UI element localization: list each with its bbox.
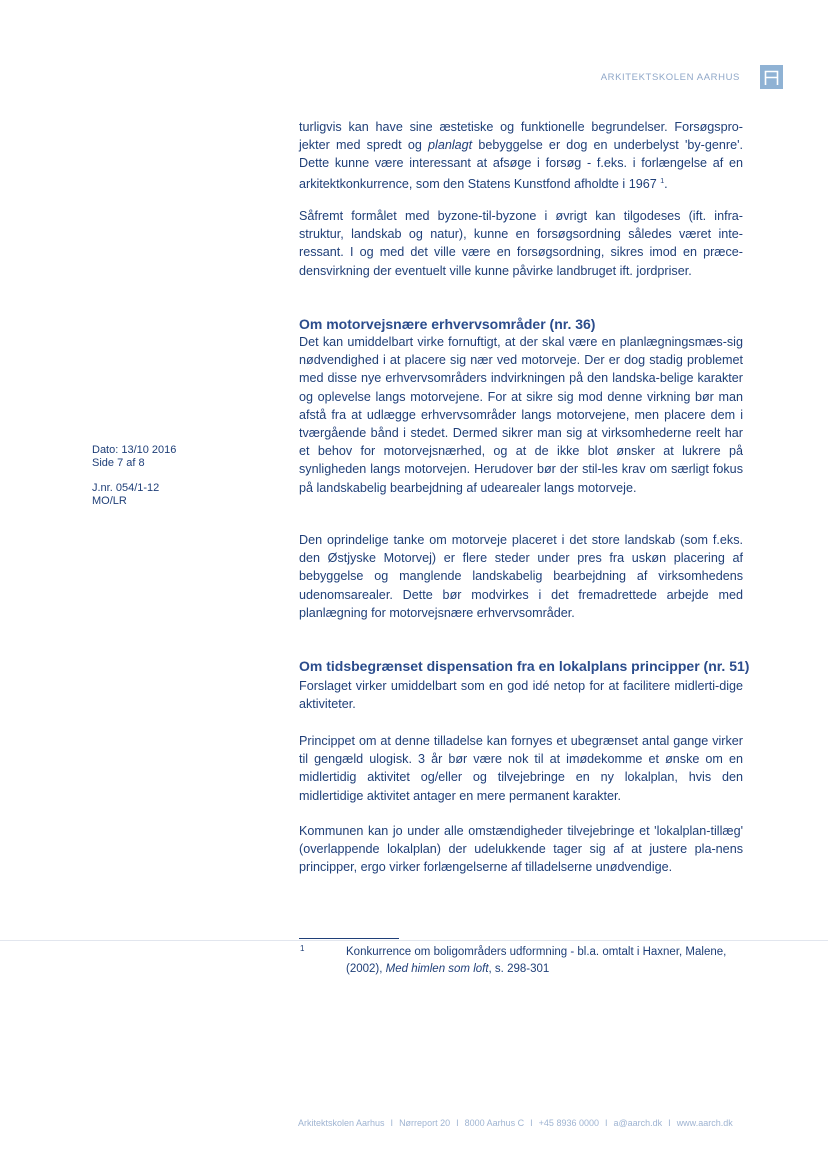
document-meta [92,444,176,508]
footer-separator: I [456,1118,459,1128]
logo-a-icon [760,65,783,89]
footnote-text-a: Konkurrence om boligområders udformning - bl.a. omtalt i Haxner, Malene, (2002), [346,946,727,975]
paragraph-7 [299,822,743,877]
footer-email: a@aarch.dk [613,1118,663,1128]
p1-text-b: bebyggelse er dog en underbelyst 'by-genre'. Dette kunne være interessant at afsøge i forsøg - f.eks. i forlængelse af en arkitektkonkurrence, som den Statens Kunstfond afholdte i 1967 [299,138,743,191]
p1-emphasis: planlagt [428,138,473,153]
footer-separator: I [604,1118,608,1128]
paragraph-5 [299,677,743,713]
section-heading-dispensation: Om tidsbegrænset dispensation fra en lokalplans principper (nr. 51) [299,658,750,674]
footnote-mark: 1 [300,944,305,953]
p4-text: Den oprindelige tanke om motorveje placeret i det store landskab (som f.eks. den Østjyske Motorvej) er flere steder under pres fra uskøn placering af bebyggelse og manglende landskabelig bearbejdning af virksomhedens udenomsarealer. Dette bør modvirkes i det fremadrettede arbejde med planlægning for motorvejsnære erhvervsområder. [299,533,743,620]
footer-phone: +45 8936 0000 [538,1118,599,1128]
footer-web: www.aarch.dk [676,1118,733,1128]
p2-text: Såfremt formålet med byzone-til-byzone i øvrigt kan tilgodeses (ift. infra-struktur, landskab og natur), kunne en forsøgsordning således været inte-ressant. I og med det ville være en forsøgsordning, sikres imod en præce-densvirkning der eventuelt ville kunne påvirke landbruget ift. jordpriser. [299,209,743,278]
p7-text: Kommunen kan jo under alle omstændigheder tilvejebringe et 'lokalplan-tillæg' (overlappende lokalplan) der udelukkende tager sig af at justere pla-nens principper, ergo virker forlængelserne af tilladelserne unødvendige. [299,824,743,875]
p1-text-a: turligvis kan have sine æstetiske og funktionelle begrundelser. Forsøgspro-jekter med spredt og [299,120,743,153]
divider [0,940,828,941]
p6-text: Princippet om at denne tilladelse kan fornyes et ubegrænset antal gange virker til gengæld ulogisk. 3 år bør være nok til at imødekomme et ønske om en midlertidig aktivitet og/eller og tilvejebringe en ny lokalplan, hvis den midlertidige aktivitet antager en mere permanent karakter. [299,734,743,803]
p3-text: Det kan umiddelbart virke fornuftigt, at der skal være en planlægningsmæs-sig nødvendighed i at placere sig nær ved motorveje. Der er dog stadig problemet med disse nye erhvervsområders indvirkningen på den landska-belige karakter og oplevelse langs motorvejene. For at sikre sig mod denne virkning bør man afstå fra at udlægge erhvervsområder langs motorvejene, men placere dem i tværgående bånd i stedet. Dermed sikrer man sig at virksomhederne reelt har et behov for motorvejsnærhed, og at de ikke blot ønsker at lukrere på synligheden langs motorvejen. Herudover bør der stil-les krav om særligt fokus på landskabelig bearbejdning af udearealer langs motorveje. [299,335,743,495]
paragraph-3 [299,333,743,497]
page-footer [298,1118,733,1128]
meta-date: Dato: 13/10 2016 [92,444,177,456]
footnote-rule [299,938,399,939]
school-logo [760,65,783,89]
footer-city: 8000 Aarhus C [464,1118,525,1128]
footnote-text [346,944,746,978]
header-org-name: ARKITEKTSKOLEN AARHUS [600,72,740,83]
meta-page: Side 7 af 8 [92,457,145,469]
paragraph-6 [299,732,743,805]
footer-separator: I [530,1118,533,1128]
meta-initials: MO/LR [92,495,127,507]
footnote-emphasis: Med himlen som loft [385,963,489,975]
footer-separator: I [668,1118,671,1128]
footer-address: Nørreport 20 [399,1118,451,1128]
p5-text: Forslaget virker umiddelbart som en god idé netop for at facilitere midlerti-dige aktiviteter. [299,679,743,712]
footer-separator: I [390,1118,394,1128]
meta-journal: J.nr. 054/1-12 [92,482,160,494]
paragraph-2 [299,207,743,280]
paragraph-1 [299,118,743,193]
p1-text-c: . [664,176,668,191]
footnote-text-b: , s. 298-301 [488,963,550,975]
section-heading-motorvej: Om motorvejsnære erhvervsområder (nr. 36) [299,316,596,332]
paragraph-4 [299,531,743,622]
footer-org: Arkitektskolen Aarhus [298,1118,385,1128]
footnote-reference: 1 [660,177,665,185]
